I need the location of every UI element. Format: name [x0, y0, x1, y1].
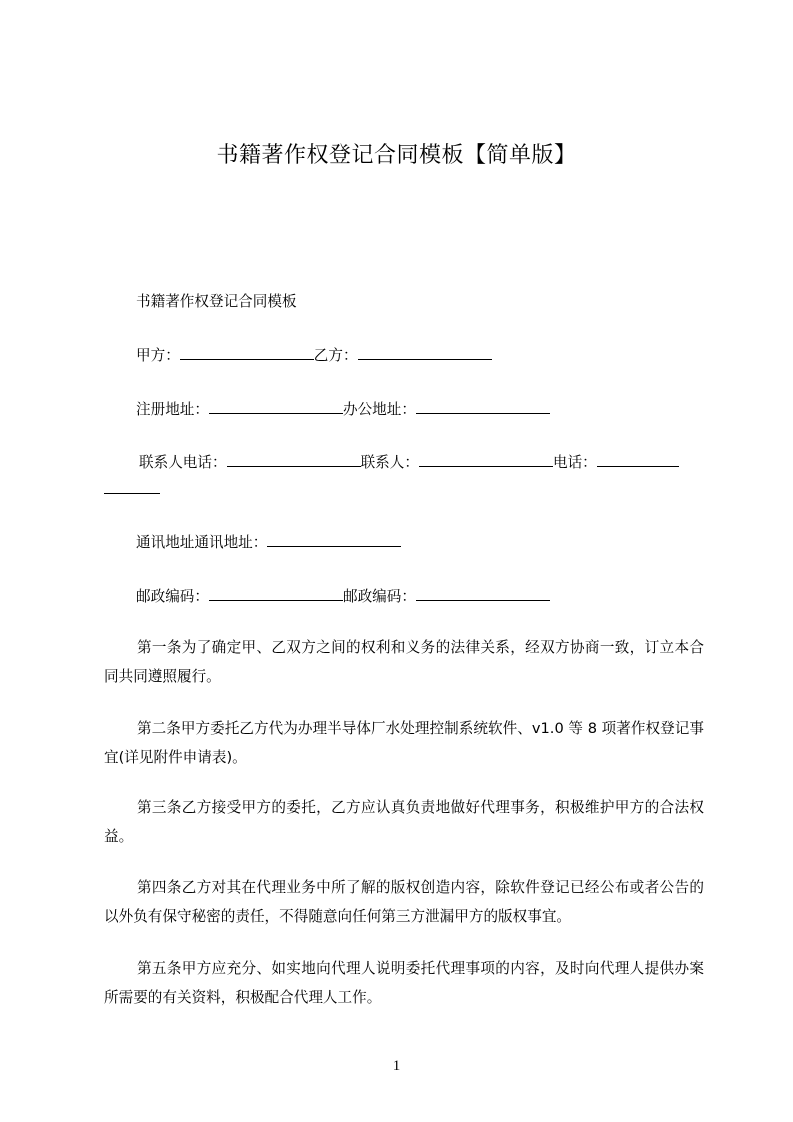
mailing-address-line: [136, 532, 401, 553]
contact-line: [139, 452, 679, 473]
party-b-blank[interactable]: [358, 345, 492, 360]
party-b-label: 乙方：: [313, 347, 358, 364]
article-3: 第三条乙方接受甲方的委托，乙方应认真负责地做好代理事务，积极维护甲方的合法权益。: [104, 799, 704, 845]
contact-phone-label: 联系人电话：: [139, 454, 227, 471]
article-2: 第二条甲方委托乙方代为办理半导体厂水处理控制系统软件、v1.0 等 8 项著作权登记事宜(详见附件申请表)。: [104, 720, 704, 766]
page-number: 1: [392, 1058, 401, 1074]
document-subtitle: 书籍著作权登记合同模板: [136, 293, 297, 310]
postcode-1-blank[interactable]: [209, 586, 343, 601]
phone-blank-continued[interactable]: [104, 492, 160, 494]
reg-address-blank[interactable]: [209, 399, 343, 414]
postcode-2-blank[interactable]: [416, 586, 550, 601]
address-line: [136, 399, 550, 420]
postcode-1-label: 邮政编码：: [136, 588, 209, 605]
article-4: 第四条乙方对其在代理业务中所了解的版权创造内容，除软件登记已经公布或者公告的以外负有保守秘密的责任，不得随意向任何第三方泄漏甲方的版权事宜。: [104, 879, 704, 925]
contact-person-blank[interactable]: [419, 452, 553, 467]
postcode-2-label: 邮政编码：: [342, 588, 416, 605]
document-title: 书籍著作权登记合同模板【简单版】: [216, 143, 577, 168]
mailing-address-label: 通讯地址通讯地址：: [136, 534, 268, 551]
office-address-blank[interactable]: [416, 399, 550, 414]
article-5: 第五条甲方应充分、如实地向代理人说明委托代理事项的内容，及时向代理人提供办案所需要的有关资料，积极配合代理人工作。: [104, 960, 704, 1006]
office-address-label: 办公地址：: [342, 401, 416, 418]
mailing-address-blank[interactable]: [267, 532, 401, 547]
party-a-blank[interactable]: [180, 345, 314, 360]
phone-label: 电话：: [552, 454, 597, 471]
party-a-label: 甲方：: [136, 347, 180, 364]
article-1: 第一条为了确定甲、乙双方之间的权利和义务的法律关系，经双方协商一致，订立本合同共同遵照履行。: [104, 639, 704, 685]
contact-person-label: 联系人：: [360, 454, 419, 471]
reg-address-label: 注册地址：: [136, 401, 209, 418]
contact-phone-blank[interactable]: [227, 452, 361, 467]
phone-blank[interactable]: [597, 452, 679, 467]
postcode-line: [136, 586, 550, 607]
parties-line: [136, 345, 492, 366]
